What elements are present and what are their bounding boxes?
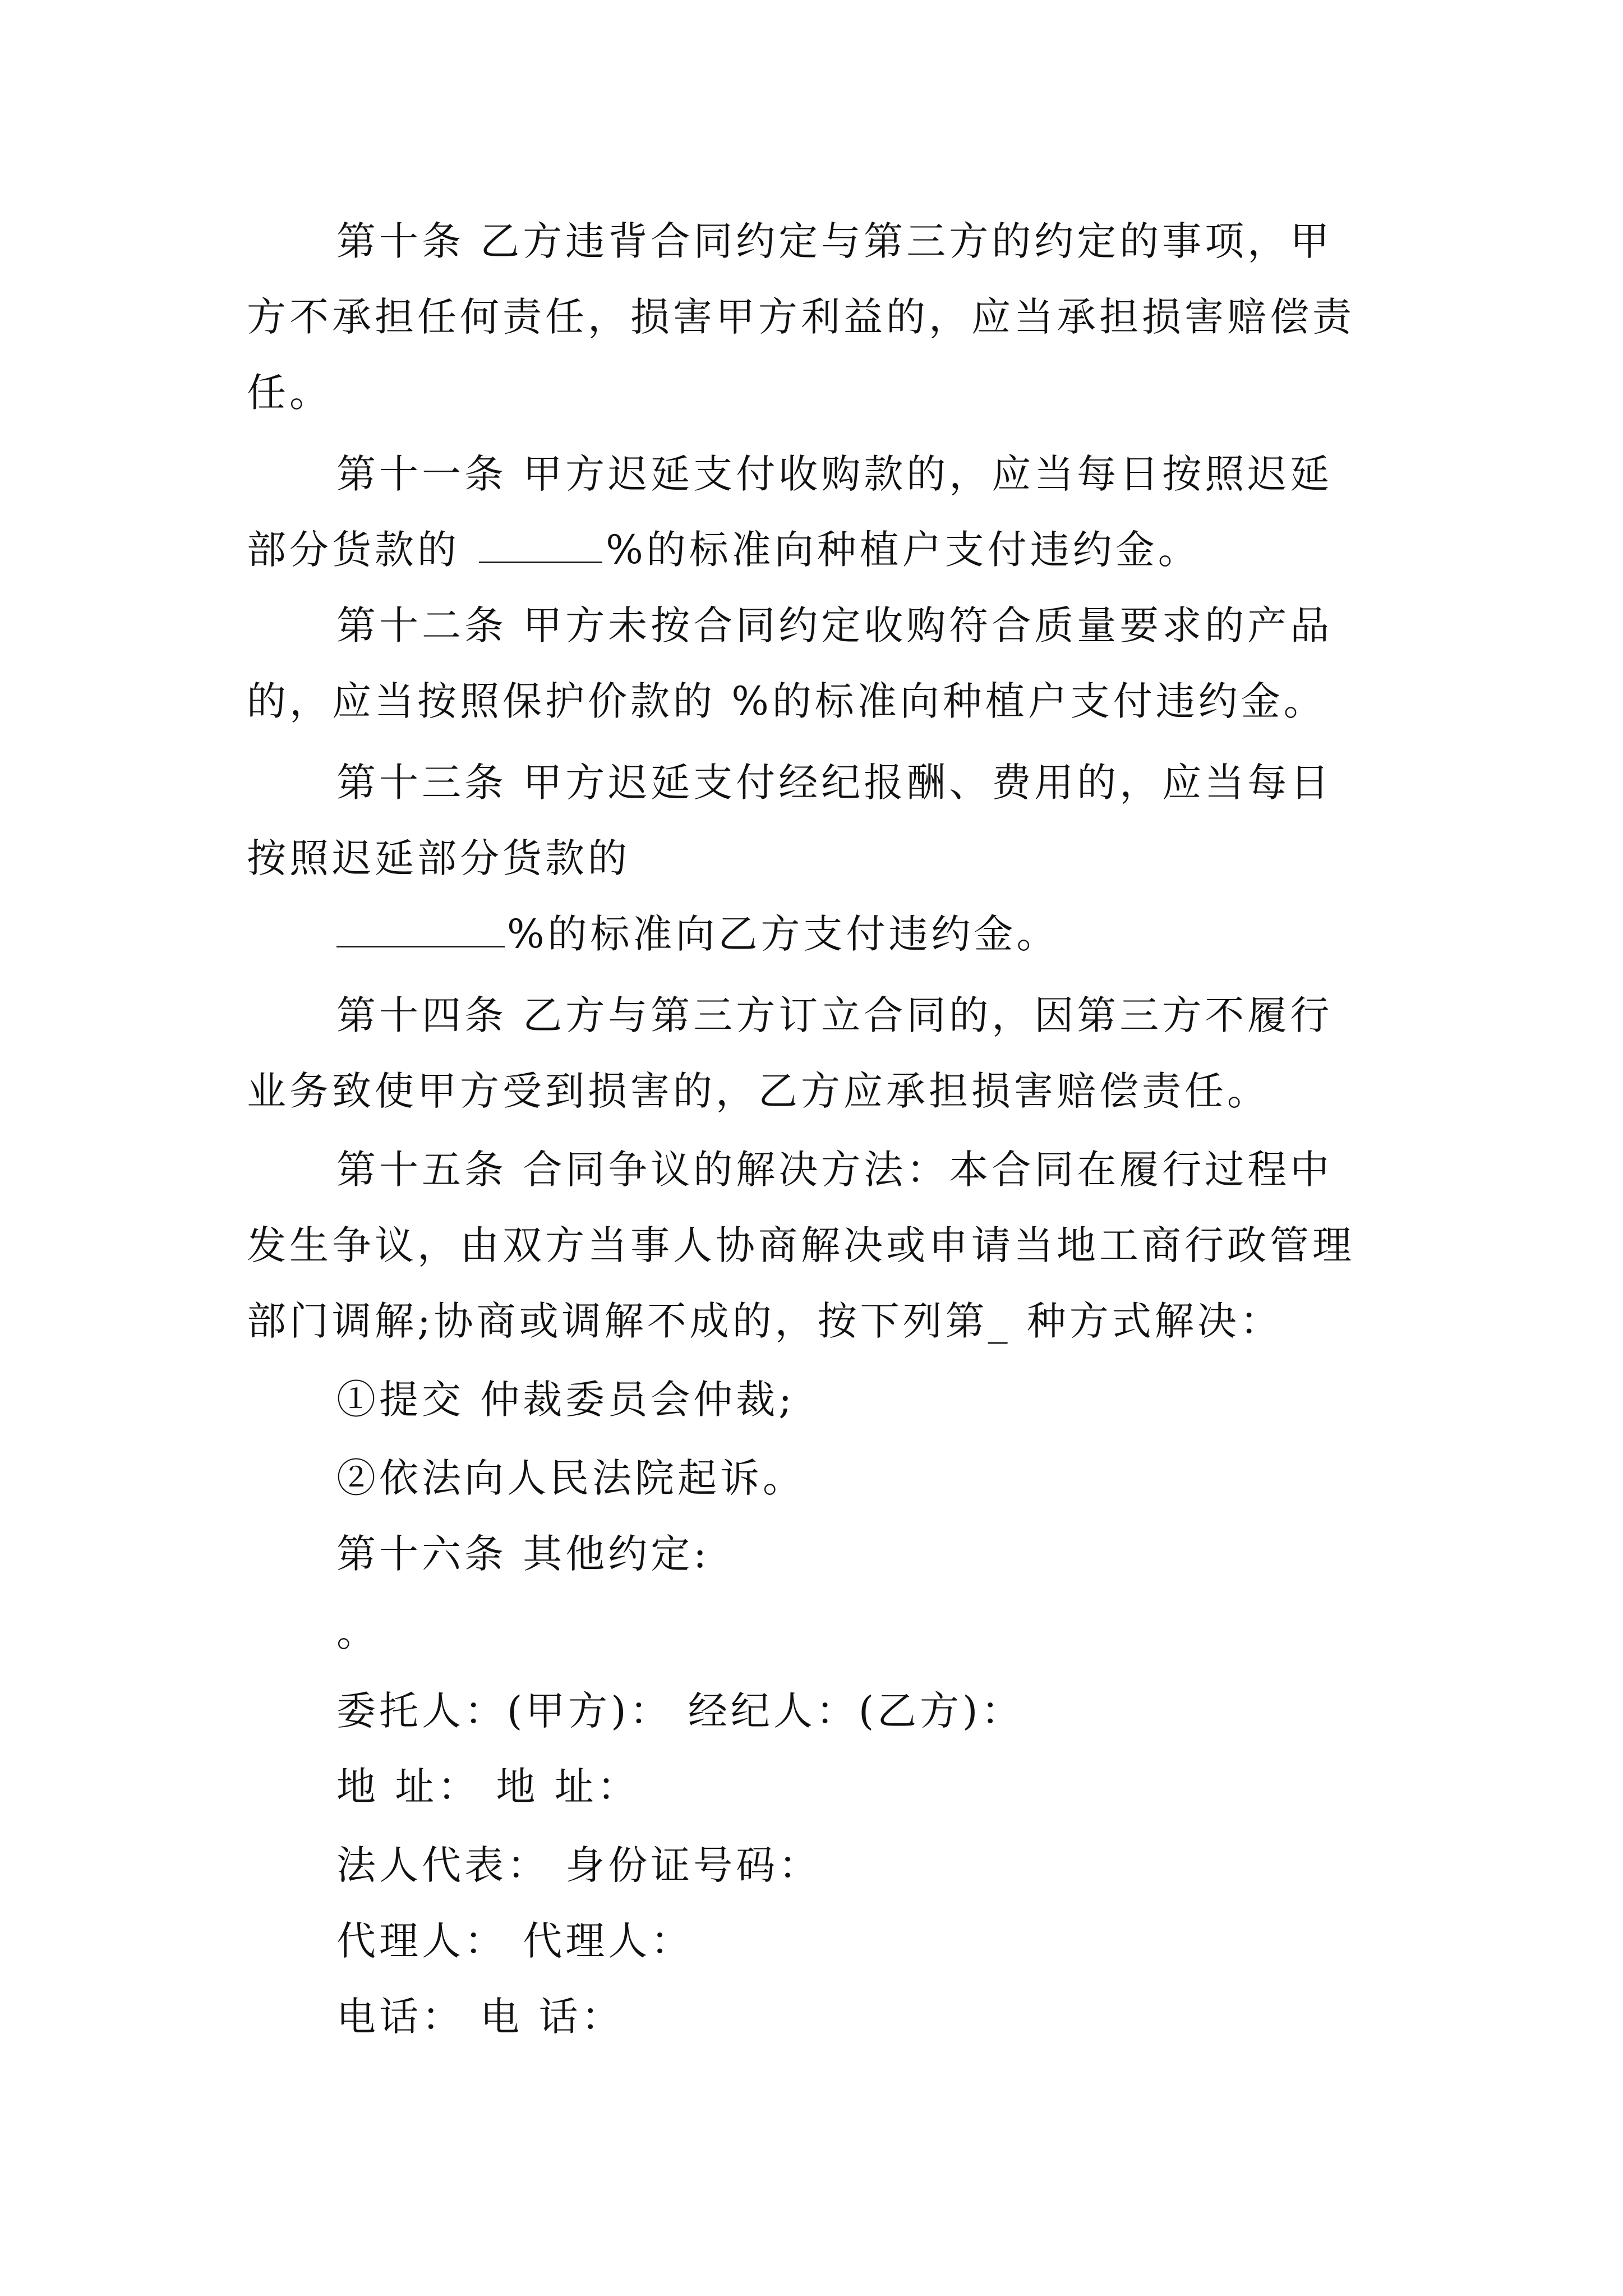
article-13-line-1: 第十三条 甲方迟延支付经纪报酬、费用的，应当每日 <box>336 760 1333 806</box>
article-11-line-2-pre: 部分货款的 <box>247 527 476 573</box>
article-15-line-1: 第十五条 合同争议的解决方法：本合同在履行过程中 <box>336 1147 1333 1193</box>
fill-in-blank <box>336 912 505 947</box>
article-11-line-1: 第十一条 甲方迟延支付收购款的，应当每日按照迟延 <box>336 451 1333 497</box>
article-16-line-1: 第十六条 其他约定: <box>336 1531 710 1577</box>
signature-address: 地 址： 地 址： <box>336 1764 640 1810</box>
article-13-line-2: 按照迟延部分货款的 <box>247 835 630 881</box>
fill-in-blank <box>479 528 602 563</box>
article-15-line-3: 部门调解;协商或调解不成的，按下列第_ 种方式解决： <box>247 1298 1283 1344</box>
article-15-line-2: 发生争议，由双方当事人协商解决或申请当地工商行政管理 <box>247 1222 1355 1268</box>
article-11-line-2-post: %的标准向种植户支付违约金。 <box>606 527 1201 573</box>
article-11-line-2 <box>247 524 1623 575</box>
option-litigation: ②依法向人民法院起诉。 <box>336 1455 805 1501</box>
article-12-line-2: 的，应当按照保护价款的 %的标准向种植户支付违约金。 <box>247 678 1326 724</box>
article-10-line-2: 方不承担任何责任，损害甲方利益的，应当承担损害赔偿责 <box>247 294 1355 340</box>
article-13-line-3 <box>336 909 1623 959</box>
article-16-line-2: 。 <box>336 1609 379 1655</box>
article-14-line-1: 第十四条 乙方与第三方订立合同的，因第三方不履行 <box>336 992 1333 1038</box>
option-arbitration: ①提交 仲裁委员会仲裁; <box>336 1377 795 1423</box>
article-12-line-1: 第十二条 甲方未按合同约定收购符合质量要求的产品 <box>336 602 1333 648</box>
signature-legal-rep: 法人代表： 身份证号码： <box>336 1842 822 1888</box>
signature-phone: 电话： 电 话： <box>336 1994 624 2040</box>
article-10-line-3: 任。 <box>247 370 332 416</box>
signature-agent: 代理人： 代理人： <box>336 1918 694 1964</box>
article-14-line-2: 业务致使甲方受到损害的，乙方应承担损害赔偿责任。 <box>247 1068 1270 1114</box>
signature-parties: 委托人：(甲方)： 经纪人：(乙方)： <box>336 1688 1024 1734</box>
article-10-line-1: 第十条 乙方违背合同约定与第三方的约定的事项，甲 <box>336 218 1333 264</box>
article-13-line-3-post: %的标准向乙方支付违约金。 <box>507 911 1059 957</box>
